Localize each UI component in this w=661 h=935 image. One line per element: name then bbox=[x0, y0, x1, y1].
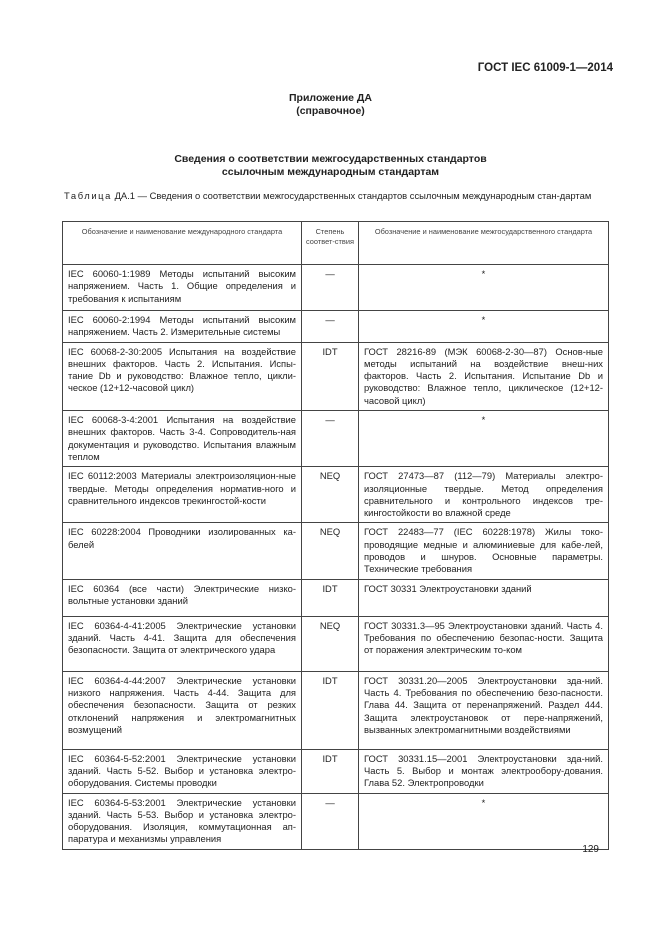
table-row bbox=[63, 342, 609, 410]
cell-intl: IEC 60364-5-53:2001 Электрические установки зданий. Часть 5-53. Выбор и установка электро-оборудования. Изоляция, коммутационная ап-паратура и механизмы управления bbox=[63, 793, 302, 849]
page-number: 129 bbox=[582, 844, 599, 855]
table-row bbox=[63, 749, 609, 793]
cell-degree: — bbox=[302, 411, 359, 467]
table-row bbox=[63, 523, 609, 579]
cell-degree: NEQ bbox=[302, 616, 359, 671]
standard-code: ГОСТ IEC 61009-1—2014 bbox=[477, 62, 613, 74]
cell-degree: NEQ bbox=[302, 467, 359, 523]
table-row bbox=[63, 671, 609, 749]
cell-degree: NEQ bbox=[302, 523, 359, 579]
header-degree: Степень соответ-ствия bbox=[302, 222, 359, 265]
cell-intl: IEC 60060-2:1994 Методы испытаний высоким напряжением. Часть 2. Измерительные системы bbox=[63, 311, 302, 343]
cell-intl: IEC 60068-2-30:2005 Испытания на воздействие внешних факторов. Часть 2. Испытания. Испы-тание Db и руководство: Влажное тепло, цикли-ческое (12+12-часовой цикл) bbox=[63, 342, 302, 410]
cell-degree: IDT bbox=[302, 579, 359, 616]
table-row bbox=[63, 616, 609, 671]
cell-gost: ГОСТ 30331 Электроустановки зданий bbox=[359, 579, 609, 616]
cell-degree: IDT bbox=[302, 671, 359, 749]
table-caption-label: Таблица bbox=[64, 190, 112, 201]
header-intl-standard: Обозначение и наименование международного стандарта bbox=[63, 222, 302, 265]
table-header-row bbox=[63, 222, 609, 265]
section-title-line1: Сведения о соответствии межгосударственных стандартов bbox=[174, 153, 487, 165]
cell-intl: IEC 60228:2004 Проводники изолированных ка-белей bbox=[63, 523, 302, 579]
cell-intl: IEC 60364-4-44:2007 Электрические установки низкого напряжения. Часть 4-44. Защита для обеспечения безопасности. Защита от резких отклонений напряжения и электромагнитных возмущений bbox=[63, 671, 302, 749]
cell-gost: ГОСТ 30331.20—2005 Электроустановки зда-ний. Часть 4. Требования по обеспечению безо-пасности. Глава 44. Защита от перенапряжений. Раздел 444. Защита электроустановок от пере-напряжений, вызванных электромагнитными воздействиями bbox=[359, 671, 609, 749]
cell-gost: * bbox=[359, 311, 609, 343]
appendix-subtitle: (справочное) bbox=[296, 105, 365, 117]
cell-gost: ГОСТ 28216-89 (МЭК 60068-2-30—87) Основ-ные методы испытаний на воздействие внеш-них факторов. Часть 2. Испытания. Испытание Db и руководство: Влажное тепло, циклическое (12+12-часовой цикл) bbox=[359, 342, 609, 410]
table-row bbox=[63, 311, 609, 343]
cell-intl: IEC 60112:2003 Материалы электроизоляцион-ные твердые. Методы определения норматив-ного и сравнительного индексов трекингостой-кости bbox=[63, 467, 302, 523]
cell-intl: IEC 60364-4-41:2005 Электрические установки зданий. Часть 4-41. Защита для обеспечения безопасности. Защита от электрического удара bbox=[63, 616, 302, 671]
cell-intl: IEC 60060-1:1989 Методы испытаний высоким напряжением. Часть 1. Общие определения и требования к испытаниям bbox=[63, 265, 302, 311]
appendix-title: Приложение ДА bbox=[289, 92, 372, 104]
section-title-line2: ссылочным международным стандартам bbox=[221, 166, 440, 178]
cell-intl: IEC 60364 (все части) Электрические низко-вольтные установки зданий bbox=[63, 579, 302, 616]
table-row bbox=[63, 411, 609, 467]
appendix-heading bbox=[0, 92, 661, 118]
table-row bbox=[63, 265, 609, 311]
table-caption-text: ДА.1 — Сведения о соответствии межгосударственных стандартов ссылочным международным стан-дартам bbox=[114, 190, 592, 201]
table-caption bbox=[64, 190, 604, 202]
correspondence-table bbox=[62, 221, 609, 850]
header-gost-standard: Обозначение и наименование межгосударственного стандарта bbox=[359, 222, 609, 265]
cell-gost: * bbox=[359, 265, 609, 311]
cell-degree: — bbox=[302, 793, 359, 849]
section-title bbox=[0, 153, 661, 179]
cell-degree: IDT bbox=[302, 749, 359, 793]
table-row bbox=[63, 793, 609, 849]
cell-gost: ГОСТ 30331.15—2001 Электроустановки зда-ний. Часть 5. Выбор и монтаж электрообору-дования. Глава 52. Электропроводки bbox=[359, 749, 609, 793]
table-row bbox=[63, 579, 609, 616]
cell-degree: — bbox=[302, 311, 359, 343]
cell-gost: ГОСТ 22483—77 (IEC 60228:1978) Жилы токо-проводящие медные и алюминиевые для кабе-лей, проводов и шнуров. Основные параметры. Технические требования bbox=[359, 523, 609, 579]
table-row bbox=[63, 467, 609, 523]
cell-gost: ГОСТ 27473—87 (112—79) Материалы электро-изоляционные твердые. Метод определения сравнительного и контрольного индексов тре-кингостойкости во влажной среде bbox=[359, 467, 609, 523]
cell-intl: IEC 60068-3-4:2001 Испытания на воздействие внешних факторов. Часть 3-4. Сопроводитель-ная документация и руководство. Испытания влажным теплом bbox=[63, 411, 302, 467]
cell-gost: * bbox=[359, 793, 609, 849]
cell-gost: * bbox=[359, 411, 609, 467]
cell-degree: — bbox=[302, 265, 359, 311]
cell-intl: IEC 60364-5-52:2001 Электрические установки зданий. Часть 5-52. Выбор и установка электро-оборудования. Системы проводки bbox=[63, 749, 302, 793]
cell-degree: IDT bbox=[302, 342, 359, 410]
cell-gost: ГОСТ 30331.3—95 Электроустановки зданий. Часть 4. Требования по обеспечению безопас-ности. Защита от поражения электрическим то-ком bbox=[359, 616, 609, 671]
